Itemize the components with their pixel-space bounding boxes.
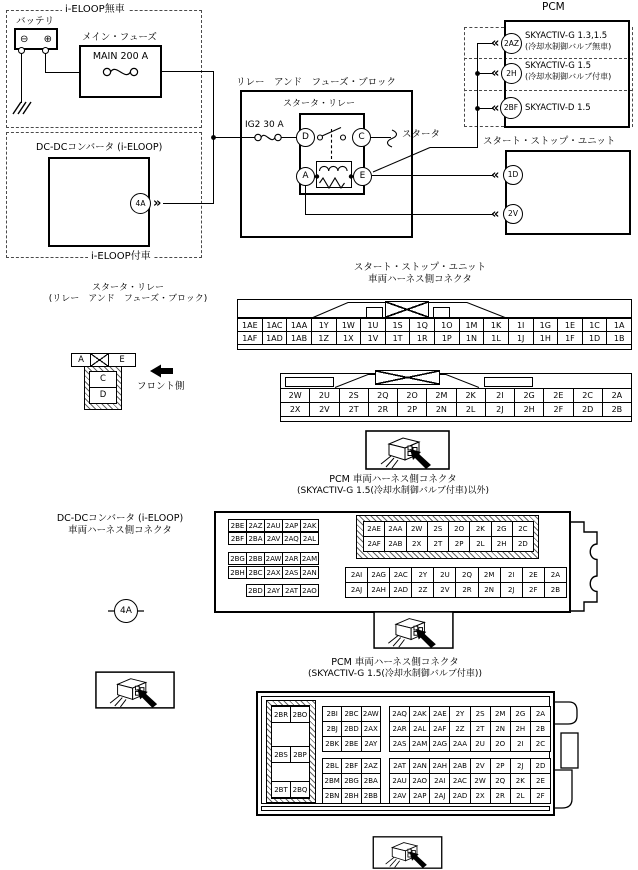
pin-cell: 1J (508, 331, 534, 345)
pin-cell: 2A (530, 706, 551, 722)
pin-cell: 2B (544, 582, 567, 598)
pin-cell: 2P (397, 402, 427, 417)
pcm-dashed-left (464, 27, 465, 127)
pin-cell: 2AP (282, 519, 301, 532)
relay-diagram-cell-c: C (89, 371, 117, 388)
pin-cell: 2AX (361, 721, 381, 737)
pin-cell: 1T (385, 331, 411, 345)
pin-cell: 2N (490, 721, 511, 737)
pin-cell: 2AA (384, 521, 406, 537)
pin-cell: 2BE (228, 519, 247, 532)
pin-cell: 1O (434, 318, 460, 332)
connector-side-tab (555, 702, 578, 808)
pin-cell: 2B (530, 721, 551, 737)
pin-cell: 2BM (322, 773, 342, 789)
battery-minus-terminal: ⊖ (20, 33, 29, 45)
pin-cell: 2T (470, 721, 491, 737)
pin-cell: 2Y (411, 567, 434, 583)
pcm-b-grid-row (322, 788, 381, 804)
pin-cell: 2AG (429, 736, 450, 752)
pin-cell: 2BL (322, 758, 342, 774)
pin-cell: 2O (490, 736, 511, 752)
pin-cell: 2F (530, 788, 551, 804)
ssu-pin-2v: 2V (503, 204, 523, 224)
pcm-b-grid-row (389, 706, 551, 722)
pin-cell: 2BP (290, 746, 310, 763)
ssu-connector2-row1 (280, 388, 632, 403)
pin-cell: 1N (459, 331, 485, 345)
chevron-in-icon: « (491, 36, 500, 51)
pin-cell: 1P (434, 331, 460, 345)
pin-cell: 2S (470, 706, 491, 722)
pin-cell: 2AH (367, 582, 390, 598)
pcm-b-grid-row (389, 788, 551, 804)
ssu-connector-row2 (237, 331, 632, 345)
relay-pin-a: A (296, 167, 315, 186)
pin-cell: 2A (602, 388, 632, 403)
pin-cell: 1V (360, 331, 386, 345)
wire (21, 53, 22, 103)
pin-cell: 2G (514, 388, 544, 403)
relay-pin-d: D (296, 128, 315, 147)
pin-cell: 1U (360, 318, 386, 332)
pin-cell: 1AC (262, 318, 288, 332)
dcdc-connector-pin-4a: 4A (114, 599, 138, 623)
connector-side-tab (571, 522, 597, 611)
pin-cell: 1AA (286, 318, 312, 332)
pin-cell: 1F (557, 331, 583, 345)
pin-cell: 2AU (389, 773, 410, 789)
pin-cell: 2AQ (389, 706, 410, 722)
pin-cell: 2M (490, 706, 511, 722)
wire (45, 53, 46, 73)
pin-cell: 2I (500, 567, 523, 583)
pin-cell: 2I (485, 388, 515, 403)
pcm-pin-2h: 2H (501, 63, 522, 84)
pin-cell: 2C (530, 736, 551, 752)
pin-cell: 1S (385, 318, 411, 332)
pin-cell: 2BB (246, 552, 265, 565)
pcm-a-left-row (228, 532, 319, 545)
harness-connector-icon (96, 672, 174, 708)
pin-cell: 2AO (300, 584, 319, 597)
pcm-dashed-right (632, 27, 633, 127)
harness-connector-icon (373, 837, 441, 868)
pcm-b-grid-row (322, 721, 381, 737)
pin-cell: 2O (397, 388, 427, 403)
pin-cell: 2AE (363, 521, 385, 537)
ssu-connector-title1: スタート・ストップ・ユニット (353, 262, 487, 273)
pcm-pin-2bf: 2BF (500, 97, 522, 119)
pin-cell: 2BF (341, 758, 361, 774)
pcm-a-top-right-row (363, 536, 534, 552)
connector-key-bump (433, 307, 450, 318)
pin-cell: 2U (433, 567, 456, 583)
pin-cell: 2H (514, 402, 544, 417)
pin-cell: 2BA (246, 532, 265, 545)
pin-cell: 2E (530, 773, 551, 789)
pin-cell: 2S (427, 521, 449, 537)
pin-cell: 2AD (389, 582, 412, 598)
pcm-a-left-row (228, 519, 319, 532)
pin-cell: 2A (544, 567, 567, 583)
pcm-row3-name: SKYACTIV-D 1.5 (525, 103, 591, 113)
pin-cell: 2I (510, 736, 531, 752)
pin-cell: 2J (500, 582, 523, 598)
pin-cell: 2X (470, 788, 491, 804)
pcm-b-pair-row (271, 781, 310, 798)
pin-cell: 2BR (271, 706, 291, 723)
start-stop-unit-label: スタート・ストップ・ユニット (483, 136, 616, 147)
pin-cell: 1Z (311, 331, 337, 345)
dcdc-label: DC-DCコンバータ (i-ELOOP) (36, 142, 163, 153)
pin-cell: 2R (490, 788, 511, 804)
pin-cell: 2BE (341, 736, 361, 752)
pin-cell: 2AQ (282, 532, 301, 545)
pin-cell: 2AF (429, 721, 450, 737)
pin-cell: 2AE (429, 706, 450, 722)
wire (163, 203, 214, 204)
relay-diagram-cell-d: D (89, 387, 117, 404)
harness-connector-icon (374, 612, 453, 648)
ssu-connector-row1 (237, 318, 632, 332)
pcm-dashed-h1 (464, 27, 504, 28)
relay-block-label: リレー アンド フューズ・ブロック (236, 77, 396, 88)
pin-cell: 2Z (411, 582, 434, 598)
dcdc-connector-label1: DC-DCコンバータ (i-ELOOP) (56, 513, 184, 524)
pin-cell: 2BG (341, 773, 361, 789)
pin-cell: 2AJ (429, 788, 450, 804)
pin-cell: 2K (510, 773, 531, 789)
pin-cell: 2U (470, 736, 491, 752)
pcm-b-pair-row (271, 706, 310, 723)
pin-cell: 1K (483, 318, 509, 332)
starter-label: スタータ (402, 129, 441, 140)
starter-relay-label: スタータ・リレー (283, 99, 356, 109)
pin-cell: 2BD (341, 721, 361, 737)
pin-cell: 2R (368, 402, 398, 417)
pcm-row1-name: SKYACTIV-G 1.3,1.5 (525, 31, 608, 41)
pin-cell: 1Y (311, 318, 337, 332)
battery-plus-terminal: ⊕ (43, 33, 52, 45)
pin-cell: 2AY (264, 584, 283, 597)
pin-cell: 2BB (361, 788, 381, 804)
connector-key-bump (484, 377, 533, 387)
pcm-a-left-row (228, 552, 319, 565)
pcm-a-left-row (228, 584, 319, 597)
pin-cell: 2AX (264, 566, 283, 579)
pin-cell: 2AJ (345, 582, 368, 598)
pin-cell: 2AG (367, 567, 390, 583)
battery-minus-post (18, 47, 25, 54)
chevron-in-icon: « (491, 207, 500, 222)
main-fuse-label: メイン・フューズ (82, 32, 157, 43)
pin-cell: 2K (456, 388, 486, 403)
pin-cell: 2AL (300, 532, 319, 545)
pcm-b-grid-row (322, 773, 381, 789)
pin-cell: 2V (433, 582, 456, 598)
start-stop-unit-box (505, 150, 631, 235)
pin-cell: 1M (459, 318, 485, 332)
relay-coil-box (316, 161, 352, 188)
relay-diagram-label1: スタータ・リレー (91, 283, 164, 293)
pin-cell: 2N (478, 582, 501, 598)
pin-cell: 1R (409, 331, 435, 345)
pin-cell: 2AL (409, 721, 430, 737)
pin-cell: 2BH (341, 788, 361, 804)
pin-cell: 2BH (228, 566, 247, 579)
pin-cell: 2L (510, 788, 531, 804)
pin-cell: 2U (309, 388, 339, 403)
pin-cell: 2AZ (361, 758, 381, 774)
pin-cell: 1C (582, 318, 608, 332)
pin-cell: 2BC (246, 566, 265, 579)
pin-cell: 2L (456, 402, 486, 417)
pin-cell: 1B (606, 331, 632, 345)
pin-cell: 2AN (409, 758, 430, 774)
battery-plus-post (42, 47, 49, 54)
pcm-connector-b-title1: PCM 車両ハーネス側コネクタ (331, 657, 459, 668)
pin-cell: 2BJ (322, 721, 342, 737)
pin-cell: 2F (522, 582, 545, 598)
pin-cell: 2K (469, 521, 491, 537)
pin-cell: 2Q (490, 773, 511, 789)
connector-keyway (375, 370, 440, 385)
pin-cell: 2AT (282, 584, 301, 597)
connector-key-bump (285, 377, 334, 387)
pin-cell: 1A (606, 318, 632, 332)
pcm-connector-b-footer (261, 806, 550, 811)
pcm-b-grid-row (389, 736, 551, 752)
pin-cell: 2AH (429, 758, 450, 774)
main-fuse-value: MAIN 200 A (92, 51, 149, 62)
pin-cell: 2D (512, 536, 534, 552)
pcm-connector-b-title2: (SKYACTIV-G 1.5(冷却水制御バルブ付車)) (308, 669, 482, 679)
pin-cell: 2AS (282, 566, 301, 579)
pin-cell: 2Y (449, 706, 470, 722)
pin-cell: 2P (490, 758, 511, 774)
pin-cell: 2M (426, 388, 456, 403)
pin-cell: 2BF (228, 532, 247, 545)
pin-cell: 2G (510, 706, 531, 722)
pin-cell: 2AM (300, 552, 319, 565)
pin-cell: 2BA (361, 773, 381, 789)
pin-cell: 2AZ (246, 519, 265, 532)
pin-cell: 2G (491, 521, 513, 537)
pin-cell: 2AB (449, 758, 470, 774)
pin-cell: 2Q (455, 567, 478, 583)
wire (162, 71, 214, 72)
connector-keyway (385, 301, 429, 318)
region-with-ieloop-label: i-ELOOP付車 (88, 251, 154, 263)
pin-cell: 2BS (271, 746, 291, 763)
pcm-connector-a-title2: (SKYACTIV-G 1.5(冷却水制御バルブ付車)以外) (297, 486, 489, 496)
wire (477, 43, 478, 148)
pin-cell: 2AD (449, 788, 470, 804)
pin-cell: 1E (557, 318, 583, 332)
pin-cell: 2AS (389, 736, 410, 752)
pin-cell: 2W (470, 773, 491, 789)
pin-cell: 1I (508, 318, 534, 332)
dcdc-connector-label2: 車両ハーネス側コネクタ (68, 525, 172, 536)
pin-cell: 1AB (286, 331, 312, 345)
relay-diagram-label2: (リレー アンド フューズ・ブロック) (48, 294, 208, 304)
pin-cell: 2BQ (290, 781, 310, 798)
pin-cell: 2AC (389, 567, 412, 583)
dcdc-pin-4a: 4A (130, 193, 151, 214)
pin-cell: 2AA (449, 736, 470, 752)
pin-cell: 2W (280, 388, 310, 403)
pin-cell: 2O (448, 521, 470, 537)
relay-diagram-cell-e: E (108, 353, 136, 367)
relay-diagram-keyway (90, 353, 109, 367)
pin-cell: 1AD (262, 331, 288, 345)
pin-cell: 2S (339, 388, 369, 403)
pin-cell: 2AM (409, 736, 430, 752)
front-side-arrow-icon (150, 365, 173, 378)
pin-cell: 2AK (300, 519, 319, 532)
pin-cell: 2D (573, 402, 603, 417)
relay-pin-e: E (353, 167, 372, 186)
pin-cell: 1X (336, 331, 362, 345)
pin-cell: 2H (510, 721, 531, 737)
pin-cell: 2W (406, 521, 428, 537)
pin-cell: 2T (339, 402, 369, 417)
pcm-row2-note: (冷却水制御バルブ付車) (525, 72, 612, 81)
pin-cell: 2AU (264, 519, 283, 532)
pin-cell: 2AR (389, 721, 410, 737)
pin-cell: 2L (469, 536, 491, 552)
ssu-pin-1d: 1D (503, 165, 523, 185)
pin-cell: 2AK (409, 706, 430, 722)
pin-cell: 2X (406, 536, 428, 552)
pcm-b-grid-row (322, 758, 381, 774)
pin-cell: 2AC (449, 773, 470, 789)
pcm-b-grid-row (389, 773, 551, 789)
pin-cell: 1AF (237, 331, 263, 345)
harness-connector-icon (366, 431, 449, 469)
pin-cell: 2AW (264, 552, 283, 565)
pin-cell: 2AV (264, 532, 283, 545)
pin-cell: 2V (309, 402, 339, 417)
pin-cell: 2AO (409, 773, 430, 789)
pin-cell: 1Q (409, 318, 435, 332)
wire (45, 72, 80, 73)
pin-cell: 1D (582, 331, 608, 345)
pin-cell: 2BT (271, 781, 291, 798)
pin-cell: 2AI (345, 567, 368, 583)
chevron-out-icon: » (153, 196, 162, 211)
pin-cell: 2J (485, 402, 515, 417)
pin-cell: 2BO (290, 706, 310, 723)
pin-cell: 2P (448, 536, 470, 552)
pin-cell: 2H (491, 536, 513, 552)
pcm-connector-a-title1: PCM 車両ハーネス側コネクタ (329, 474, 457, 485)
pin-cell: 2AY (361, 736, 381, 752)
pin-cell: 2B (602, 402, 632, 417)
ig2-fuse-label: IG2 30 A (245, 120, 284, 130)
pin-cell: 2AI (429, 773, 450, 789)
pin-cell: 2BI (322, 706, 342, 722)
pcm-b-grid-row (322, 736, 381, 752)
wire (430, 147, 478, 148)
pcm-a-bottom-right-row (345, 567, 567, 583)
pin-cell: 2X (280, 402, 310, 417)
chevron-in-icon: « (491, 168, 500, 183)
pcm-a-top-right-row (363, 521, 534, 537)
pin-cell: 1AE (237, 318, 263, 332)
ssu-connector2-row2 (280, 402, 632, 417)
front-side-label: フロント側 (137, 381, 185, 392)
pcm-pin-2az: 2AZ (501, 33, 522, 54)
pin-cell: 2E (543, 388, 573, 403)
chevron-in-icon: « (491, 66, 500, 81)
relay-pin-c: C (352, 128, 371, 147)
pin-cell: 2C (512, 521, 534, 537)
pin-cell: 2BN (322, 788, 342, 804)
pin-cell: 2D (530, 758, 551, 774)
pin-cell: 2Q (368, 388, 398, 403)
pcm-a-left-row (228, 566, 319, 579)
pin-cell: 2N (426, 402, 456, 417)
relay-diagram-cell-a: A (71, 353, 91, 367)
pin-cell: 2V (470, 758, 491, 774)
pin-cell: 2AR (282, 552, 301, 565)
pin-cell: 2AV (389, 788, 410, 804)
region-no-ieloop-label: i-ELOOP無車 (62, 4, 128, 16)
pin-cell: 1H (533, 331, 559, 345)
pin-cell: 2J (510, 758, 531, 774)
pcm-row2-name: SKYACTIV-G 1.5 (525, 61, 591, 71)
pin-cell: 2Z (449, 721, 470, 737)
pcm-b-grid-row (389, 721, 551, 737)
ssu-connector-title2: 車両ハーネス側コネクタ (368, 274, 472, 285)
pin-cell: 2AW (361, 706, 381, 722)
pin-cell: 2BC (341, 706, 361, 722)
connector-key-bump (366, 307, 383, 318)
pcm-b-grid-row (322, 706, 381, 722)
pin-cell: 2AT (389, 758, 410, 774)
pin-cell: 2BG (228, 552, 247, 565)
pcm-b-pair-row (271, 746, 310, 763)
pin-cell: 1L (483, 331, 509, 345)
pin-cell: 2AF (363, 536, 385, 552)
pcm-b-grid-row (389, 758, 551, 774)
pin-cell: 2E (522, 567, 545, 583)
pin-cell: 2AN (300, 566, 319, 579)
battery-label: バッテリ (16, 16, 55, 27)
pin-cell: 2R (455, 582, 478, 598)
chevron-in-icon: « (491, 101, 500, 116)
pin-cell: 2F (543, 402, 573, 417)
pin-cell: 2M (478, 567, 501, 583)
pin-cell: 1G (533, 318, 559, 332)
pin-cell: 2C (573, 388, 603, 403)
pin-cell: 2AP (409, 788, 430, 804)
pcm-row1-note: (冷却水制御バルブ無車) (525, 42, 612, 51)
pin-cell: 2AB (384, 536, 406, 552)
pin-cell: 2T (427, 536, 449, 552)
pcm-dashed-h4 (464, 126, 504, 127)
pcm-a-bottom-right-row (345, 582, 567, 598)
pin-cell: 1W (336, 318, 362, 332)
pin-cell: 2BD (246, 584, 265, 597)
pcm-title: PCM (542, 1, 565, 13)
pin-cell: 2BK (322, 736, 342, 752)
